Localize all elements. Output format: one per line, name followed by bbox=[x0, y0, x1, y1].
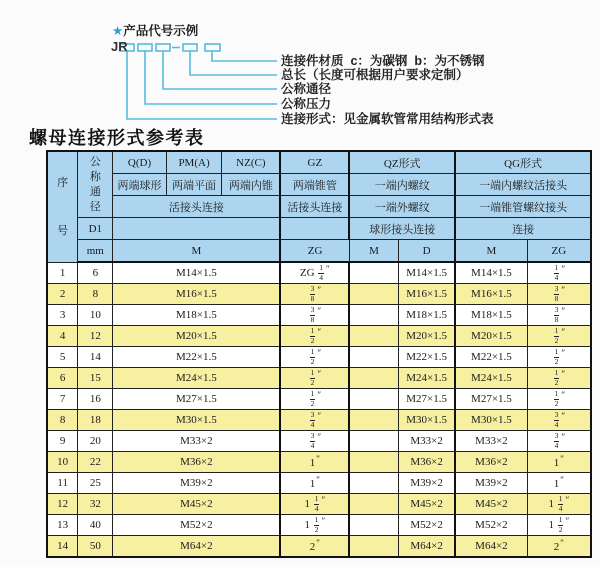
m-thread-cell: M16×1.5 bbox=[113, 284, 281, 305]
gz-zg-cell bbox=[280, 368, 349, 389]
qz-m-cell bbox=[349, 494, 398, 515]
fraction-value: $\frac{1}{2}$ bbox=[310, 347, 315, 366]
table-row bbox=[47, 305, 591, 326]
fraction-value: $\frac{3}{8}$ bbox=[310, 305, 315, 324]
qg-zg-cell bbox=[527, 347, 591, 368]
inch-mark: ″ bbox=[316, 475, 320, 486]
inch-mark: ″ bbox=[561, 347, 566, 358]
inch-mark: ″ bbox=[561, 326, 566, 337]
fraction-value: $\frac{1}{2}$ bbox=[310, 368, 315, 387]
qz-d-cell: M16×1.5 bbox=[399, 284, 456, 305]
conn-row4-qg: 连接 bbox=[455, 218, 591, 240]
inch-mark: ″ bbox=[561, 305, 566, 316]
seq-cell: 14 bbox=[47, 536, 78, 558]
leader-line-material bbox=[212, 51, 277, 61]
header-seq-label: 序号 bbox=[57, 176, 69, 237]
table-header bbox=[47, 151, 591, 262]
seq-cell: 3 bbox=[47, 305, 78, 326]
thread-col-qz-d: D bbox=[399, 240, 456, 263]
fraction-value: $\frac{3}{8}$ bbox=[310, 284, 315, 303]
diameter-cell: 20 bbox=[78, 431, 113, 452]
code-prefix: JR bbox=[111, 39, 128, 54]
leader-line-pressure bbox=[145, 51, 277, 104]
m-thread-cell: M20×1.5 bbox=[113, 326, 281, 347]
qg-m-cell: M36×2 bbox=[455, 452, 527, 473]
fraction-value: $\frac{3}{8}$ bbox=[554, 284, 559, 303]
diameter-cell: 15 bbox=[78, 368, 113, 389]
label-length: 总长（长度可根据用户要求定制） bbox=[281, 68, 469, 82]
qz-d-cell: M18×1.5 bbox=[399, 305, 456, 326]
inch-mark: ″ bbox=[561, 263, 566, 274]
seq-cell: 13 bbox=[47, 515, 78, 536]
inch-mark: ″ bbox=[565, 515, 570, 526]
code-box-2 bbox=[138, 44, 152, 51]
label-connection: 连接形式：见金属软管常用结构形式表 bbox=[281, 112, 494, 126]
m-thread-cell: M39×2 bbox=[113, 473, 281, 494]
fraction-value: $\frac{1}{2}$ bbox=[314, 515, 319, 534]
qz-d-cell: M22×1.5 bbox=[399, 347, 456, 368]
thread-col-m: M bbox=[113, 240, 281, 263]
qz-d-cell: M30×1.5 bbox=[399, 410, 456, 431]
qz-m-cell bbox=[349, 389, 398, 410]
table-row bbox=[47, 452, 591, 473]
qz-m-cell bbox=[349, 284, 398, 305]
header-d1: D1 bbox=[78, 218, 113, 240]
qz-d-cell: M20×1.5 bbox=[399, 326, 456, 347]
inch-mark: ″ bbox=[317, 389, 322, 400]
conn-type-gz: 活接头连接 bbox=[280, 196, 349, 218]
inch-mark: ″ bbox=[321, 494, 326, 505]
header-blank-m bbox=[113, 218, 281, 240]
table-body bbox=[47, 262, 591, 557]
diameter-cell: 10 bbox=[78, 305, 113, 326]
diameter-cell: 32 bbox=[78, 494, 113, 515]
m-thread-cell: M22×1.5 bbox=[113, 347, 281, 368]
seq-cell: 6 bbox=[47, 368, 78, 389]
qg-zg-cell: 2″ bbox=[527, 536, 591, 558]
qg-m-cell: M27×1.5 bbox=[455, 389, 527, 410]
seq-cell: 11 bbox=[47, 473, 78, 494]
header-col-qg: QG形式 bbox=[455, 151, 591, 174]
header-col-pma: PM(A) bbox=[166, 151, 222, 174]
qz-m-cell bbox=[349, 452, 398, 473]
label-diameter: 公称通径 bbox=[281, 82, 332, 96]
fraction-value: $\frac{1}{2}$ bbox=[310, 326, 315, 345]
thread-col-zg: ZG bbox=[280, 240, 349, 263]
qz-m-cell bbox=[349, 262, 398, 284]
header-blank-gz bbox=[280, 218, 349, 240]
seq-cell: 7 bbox=[47, 389, 78, 410]
gz-zg-cell bbox=[280, 347, 349, 368]
m-thread-cell: M27×1.5 bbox=[113, 389, 281, 410]
end-type-gz: 两端锥管 bbox=[280, 174, 349, 196]
inch-mark: ″ bbox=[560, 454, 564, 465]
fraction-value: $\frac{3}{4}$ bbox=[554, 410, 559, 429]
fraction-value: $\frac{3}{4}$ bbox=[554, 431, 559, 450]
table-row bbox=[47, 494, 591, 515]
qg-zg-cell bbox=[527, 431, 591, 452]
code-box-5 bbox=[205, 44, 220, 51]
qz-m-cell bbox=[349, 410, 398, 431]
qg-zg-cell bbox=[527, 305, 591, 326]
qg-m-cell: M39×2 bbox=[455, 473, 527, 494]
diameter-cell: 18 bbox=[78, 410, 113, 431]
qg-m-cell: M20×1.5 bbox=[455, 326, 527, 347]
qz-d-cell: M27×1.5 bbox=[399, 389, 456, 410]
inch-mark: ″ bbox=[317, 347, 322, 358]
m-thread-cell: M18×1.5 bbox=[113, 305, 281, 326]
table-title: 螺母连接形式参考表 bbox=[29, 128, 205, 148]
gz-zg-cell: 2″ bbox=[280, 536, 349, 558]
qg-zg-cell bbox=[527, 262, 591, 284]
thread-col-qg-zg: ZG bbox=[527, 240, 591, 263]
conn-type-qz: 一端外螺纹 bbox=[349, 196, 455, 218]
m-thread-cell: M52×2 bbox=[113, 515, 281, 536]
inch-mark: ″ bbox=[565, 494, 570, 505]
diameter-cell: 8 bbox=[78, 284, 113, 305]
seq-cell: 4 bbox=[47, 326, 78, 347]
qz-d-cell: M24×1.5 bbox=[399, 368, 456, 389]
end-type-qg: 一端内螺纹活接头 bbox=[455, 174, 591, 196]
fraction-value: $\frac{1}{2}$ bbox=[554, 389, 559, 408]
header-seq bbox=[47, 151, 78, 262]
qg-m-cell: M24×1.5 bbox=[455, 368, 527, 389]
qz-m-cell bbox=[349, 305, 398, 326]
end-type-qz: 一端内螺纹 bbox=[349, 174, 455, 196]
table-row bbox=[47, 536, 591, 558]
qz-m-cell bbox=[349, 536, 398, 558]
m-thread-cell: M36×2 bbox=[113, 452, 281, 473]
fraction-value: $\frac{1}{4}$ bbox=[558, 494, 563, 513]
table-row bbox=[47, 515, 591, 536]
conn-row4-qz: 球形接头连接 bbox=[349, 218, 455, 240]
gz-zg-cell: ZG $\frac{1}{4}$ ″ bbox=[280, 262, 349, 284]
diameter-cell: 16 bbox=[78, 389, 113, 410]
qg-zg-cell: 1″ bbox=[527, 473, 591, 494]
gz-zg-cell bbox=[280, 389, 349, 410]
qz-m-cell bbox=[349, 368, 398, 389]
m-thread-cell: M24×1.5 bbox=[113, 368, 281, 389]
nut-connection-reference-table bbox=[46, 150, 592, 558]
diameter-cell: 12 bbox=[78, 326, 113, 347]
table-row bbox=[47, 368, 591, 389]
qz-d-cell: M14×1.5 bbox=[399, 262, 456, 284]
inch-mark: ″ bbox=[561, 368, 566, 379]
m-thread-cell: M64×2 bbox=[113, 536, 281, 558]
qg-m-cell: M14×1.5 bbox=[455, 262, 527, 284]
table-row bbox=[47, 262, 591, 284]
qg-zg-cell bbox=[527, 410, 591, 431]
seq-cell: 8 bbox=[47, 410, 78, 431]
qz-d-cell: M64×2 bbox=[399, 536, 456, 558]
table-row bbox=[47, 431, 591, 452]
end-type-qd: 两端球形 bbox=[113, 174, 166, 196]
fraction-value: $\frac{3}{4}$ bbox=[310, 431, 315, 450]
gz-zg-cell bbox=[280, 326, 349, 347]
qg-m-cell: M16×1.5 bbox=[455, 284, 527, 305]
gz-zg-cell: 1 $\frac{1}{4}$ ″ bbox=[280, 494, 349, 515]
table-row bbox=[47, 326, 591, 347]
fraction-value: $\frac{1}{4}$ bbox=[314, 494, 319, 513]
inch-mark: ″ bbox=[317, 431, 322, 442]
inch-mark: ″ bbox=[561, 431, 566, 442]
fraction-value: $\frac{1}{2}$ bbox=[558, 515, 563, 534]
qg-zg-cell bbox=[527, 284, 591, 305]
thread-col-qz-m: M bbox=[349, 240, 398, 263]
product-code-diagram bbox=[0, 0, 600, 132]
header-row-2 bbox=[47, 174, 591, 196]
leader-line-diameter bbox=[163, 51, 277, 89]
qz-d-cell: M36×2 bbox=[399, 452, 456, 473]
gz-zg-cell bbox=[280, 284, 349, 305]
diameter-cell: 6 bbox=[78, 262, 113, 284]
seq-cell: 2 bbox=[47, 284, 78, 305]
qz-d-cell: M33×2 bbox=[399, 431, 456, 452]
inch-mark: ″ bbox=[560, 475, 564, 486]
header-col-gz: GZ bbox=[280, 151, 349, 174]
fraction-value: $\frac{1}{4}$ bbox=[319, 263, 324, 282]
header-row-5 bbox=[47, 240, 591, 263]
gz-zg-cell bbox=[280, 305, 349, 326]
end-type-nzc: 两端内锥 bbox=[222, 174, 281, 196]
qz-m-cell bbox=[349, 326, 398, 347]
gz-zg-cell bbox=[280, 431, 349, 452]
inch-mark: ″ bbox=[561, 284, 566, 295]
qg-m-cell: M45×2 bbox=[455, 494, 527, 515]
inch-mark: ″ bbox=[560, 538, 564, 549]
table-row bbox=[47, 347, 591, 368]
conn-type-qg: 一端锥管螺纹接头 bbox=[455, 196, 591, 218]
m-thread-cell: M14×1.5 bbox=[113, 262, 281, 284]
thread-col-qg-m: M bbox=[455, 240, 527, 263]
conn-type-union: 活接头连接 bbox=[113, 196, 281, 218]
header-col-qd: Q(D) bbox=[113, 151, 166, 174]
qg-m-cell: M64×2 bbox=[455, 536, 527, 558]
m-thread-cell: M33×2 bbox=[113, 431, 281, 452]
qg-m-cell: M18×1.5 bbox=[455, 305, 527, 326]
label-pressure: 公称压力 bbox=[281, 97, 332, 111]
diameter-cell: 50 bbox=[78, 536, 113, 558]
diagram-heading-text: 产品代号示例 bbox=[123, 24, 199, 38]
table-row bbox=[47, 410, 591, 431]
inch-mark: ″ bbox=[316, 454, 320, 465]
qz-m-cell bbox=[349, 515, 398, 536]
inch-mark: ″ bbox=[317, 326, 322, 337]
diameter-cell: 40 bbox=[78, 515, 113, 536]
table-row bbox=[47, 473, 591, 494]
fraction-value: $\frac{1}{2}$ bbox=[310, 389, 315, 408]
diagram-heading bbox=[112, 21, 198, 39]
header-row-3 bbox=[47, 196, 591, 218]
header-mm: mm bbox=[78, 240, 113, 263]
gz-zg-cell: 1″ bbox=[280, 452, 349, 473]
inch-mark: ″ bbox=[316, 538, 320, 549]
leader-line-length bbox=[190, 51, 277, 75]
qz-d-cell: M39×2 bbox=[399, 473, 456, 494]
header-col-qz: QZ形式 bbox=[349, 151, 455, 174]
seq-cell: 10 bbox=[47, 452, 78, 473]
fraction-value: $\frac{1}{2}$ bbox=[554, 326, 559, 345]
fraction-value: $\frac{3}{4}$ bbox=[310, 410, 315, 429]
seq-cell: 9 bbox=[47, 431, 78, 452]
code-box-4 bbox=[183, 44, 197, 51]
label-material: 连接件材质 c：为碳钢 b：为不锈钢 bbox=[281, 54, 485, 68]
star-icon: ★ bbox=[112, 24, 124, 38]
end-type-pma: 两端平面 bbox=[166, 174, 222, 196]
inch-mark: ″ bbox=[326, 263, 330, 274]
qg-zg-cell bbox=[527, 389, 591, 410]
qg-m-cell: M52×2 bbox=[455, 515, 527, 536]
gz-zg-cell: 1 $\frac{1}{2}$ ″ bbox=[280, 515, 349, 536]
seq-cell: 1 bbox=[47, 262, 78, 284]
qg-m-cell: M22×1.5 bbox=[455, 347, 527, 368]
inch-mark: ″ bbox=[561, 410, 566, 421]
m-thread-cell: M45×2 bbox=[113, 494, 281, 515]
qg-zg-cell: 1″ bbox=[527, 452, 591, 473]
fraction-value: $\frac{1}{4}$ bbox=[554, 263, 559, 282]
header-nominal-diameter-label: 公称通径 bbox=[89, 155, 101, 213]
qz-m-cell bbox=[349, 347, 398, 368]
qz-d-cell: M52×2 bbox=[399, 515, 456, 536]
seq-cell: 5 bbox=[47, 347, 78, 368]
inch-mark: ″ bbox=[317, 410, 322, 421]
inch-mark: ″ bbox=[561, 389, 566, 400]
code-box-3 bbox=[156, 44, 170, 51]
inch-mark: ″ bbox=[317, 305, 322, 316]
qg-zg-cell: 1 $\frac{1}{2}$ ″ bbox=[527, 515, 591, 536]
qg-m-cell: M30×1.5 bbox=[455, 410, 527, 431]
seq-cell: 12 bbox=[47, 494, 78, 515]
diameter-cell: 14 bbox=[78, 347, 113, 368]
qz-m-cell bbox=[349, 431, 398, 452]
inch-mark: ″ bbox=[321, 515, 326, 526]
inch-mark: ″ bbox=[317, 368, 322, 379]
header-row-1 bbox=[47, 151, 591, 174]
qg-zg-cell bbox=[527, 368, 591, 389]
qz-d-cell: M45×2 bbox=[399, 494, 456, 515]
fraction-value: $\frac{1}{2}$ bbox=[554, 347, 559, 366]
diameter-cell: 25 bbox=[78, 473, 113, 494]
inch-mark: ″ bbox=[317, 284, 322, 295]
fraction-value: $\frac{3}{8}$ bbox=[554, 305, 559, 324]
header-nominal-diameter bbox=[78, 151, 113, 218]
m-thread-cell: M30×1.5 bbox=[113, 410, 281, 431]
table-row bbox=[47, 284, 591, 305]
fraction-value: $\frac{1}{2}$ bbox=[554, 368, 559, 387]
gz-zg-cell bbox=[280, 410, 349, 431]
header-col-nzc: NZ(C) bbox=[222, 151, 281, 174]
diameter-cell: 22 bbox=[78, 452, 113, 473]
table-row bbox=[47, 389, 591, 410]
qg-m-cell: M33×2 bbox=[455, 431, 527, 452]
gz-zg-cell: 1″ bbox=[280, 473, 349, 494]
header-row-4 bbox=[47, 218, 591, 240]
qg-zg-cell bbox=[527, 326, 591, 347]
qz-m-cell bbox=[349, 473, 398, 494]
qg-zg-cell: 1 $\frac{1}{4}$ ″ bbox=[527, 494, 591, 515]
